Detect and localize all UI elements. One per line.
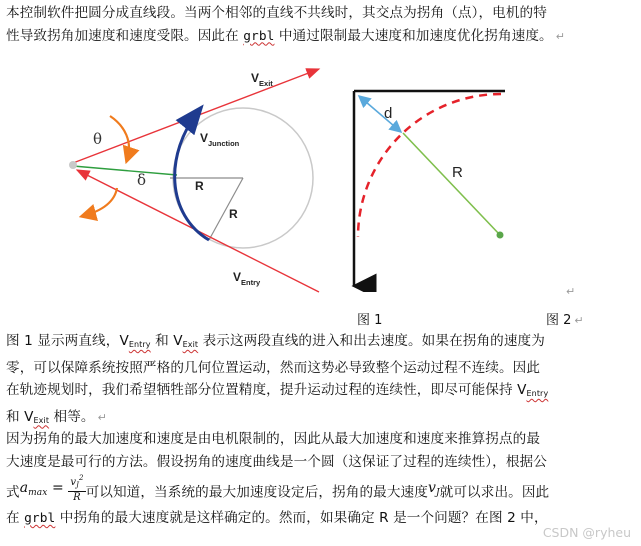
- distance-d-arrow: [359, 96, 401, 132]
- figure-2-caption: 图 2 ↵: [546, 313, 584, 328]
- radius-label-2: R: [229, 207, 238, 221]
- arc-center-point: [497, 232, 504, 239]
- radius-line: [403, 133, 500, 235]
- v-junction-label: $V_{Junction}$: [200, 131, 240, 148]
- figure-2-radius-diagram: [345, 82, 525, 292]
- delta-label: δ: [137, 171, 147, 189]
- corner-arc: [358, 94, 501, 237]
- velocity-line-2: 零，可以保障系统按照严格的几何位置运动，然而这势必导致整个运动过程不连续。因此: [6, 359, 541, 376]
- paragraph-mark-icon: ↵: [566, 285, 576, 298]
- acceleration-line-3: 式$a_{max}$ = $\frac{v_J^2}{R}$ 可以知道，当系统的最大加速度设定后，拐角的最大速度$v_J$就可以求出。因此: [6, 473, 631, 507]
- csdn-watermark: CSDN @ryheu: [542, 525, 631, 540]
- grbl-code: grbl: [24, 511, 56, 526]
- v-entry-label: $V_{Entry}$: [233, 270, 261, 287]
- velocity-line-1: 图 1 显示两直线，$V_{Entry}$ 和 $V_{Exit}$ 表示这两段直线的进入和出去速度。如果在拐角的速度为: [6, 333, 545, 349]
- vj-symbol: $v_J$: [427, 480, 440, 498]
- d-label: d: [384, 105, 393, 122]
- figure-1-caption: 图 1: [357, 313, 383, 328]
- intro-line-2: 性导致拐角加速度和速度受限。因此在 grbl 中通过限制最大速度和加速度优化拐角速度。 ↵: [6, 27, 566, 44]
- acceleration-line-2: 大速度是最可行的方法。假设拐角的速度曲线是一个圆（这保证了过程的连续性），根据公: [6, 453, 547, 470]
- intro-line-1: 本控制软件把圆分成直线段。当两个相邻的直线不共线时，其交点为拐角（点），电机的特: [6, 5, 547, 21]
- paragraph-mark-icon: ↵: [555, 29, 566, 43]
- junction-velocity-arc: [175, 109, 209, 240]
- radius-label-1: R: [195, 179, 204, 193]
- intro-paragraph: [6, 2, 631, 48]
- v-exit-label: $V_{Exit}$: [251, 71, 273, 88]
- paragraph-mark-icon: ↵: [574, 314, 584, 327]
- theta-label: θ: [93, 130, 103, 148]
- bisector-line: [73, 166, 177, 175]
- paragraph-mark-icon: ↵: [97, 410, 107, 424]
- velocity-line-4: 和 $V_{Exit}$ 相等。 ↵: [6, 408, 107, 425]
- velocity-line-3: 在轨迹规划时，我们希望牺牲部分位置精度，提升运动过程的连续性，即尽可能保持 $V_{Entry}$: [6, 382, 549, 398]
- theta-angle-arrow-icon: [83, 188, 117, 216]
- radius-line: [209, 178, 243, 240]
- theta-angle-arrow-icon: [110, 116, 129, 160]
- r-label: R: [452, 164, 463, 181]
- acceleration-line-1: 因为拐角的最大加速度和速度是由电机限制的，因此从最大加速度和速度来推算拐点的最: [6, 431, 541, 447]
- acceleration-formula: $a_{max}$ = $\frac{v_J^2}{R}$: [19, 474, 84, 503]
- corner-point: [69, 161, 77, 169]
- grbl-code: grbl: [243, 28, 275, 44]
- acceleration-paragraph: [6, 428, 631, 531]
- figure-1-corner-diagram: [55, 60, 325, 300]
- acceleration-line-4: 在 grbl 中拐角的最大速度就是这样确定的。然而，如果确定 R 是一个问题？在图 2 中，: [6, 510, 548, 526]
- velocity-paragraph: [6, 330, 631, 432]
